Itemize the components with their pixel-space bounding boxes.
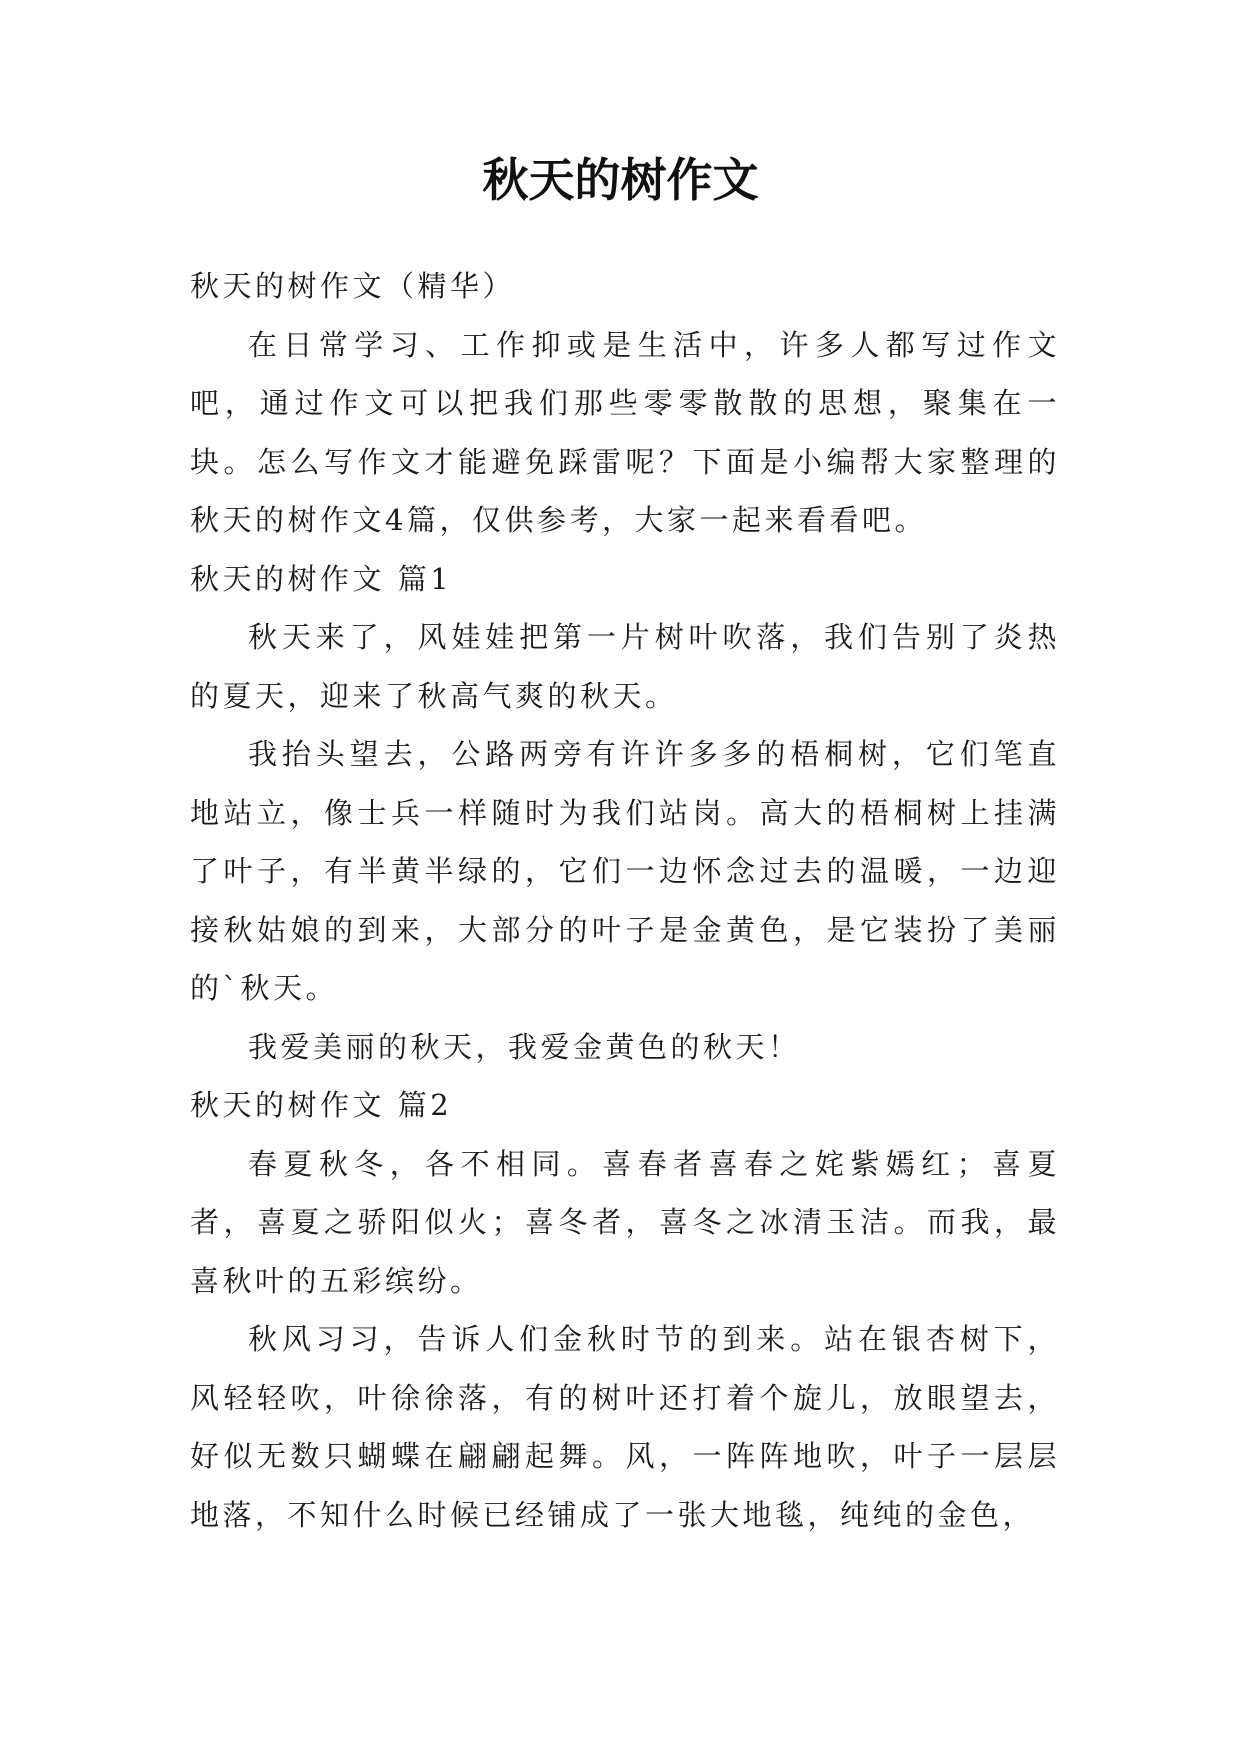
section-2-paragraph-2: 秋风习习，告诉人们金秋时节的到来。站在银杏树下，风轻轻吹，叶徐徐落，有的树叶还打着个旋儿，放眼望去，好似无数只蝴蝶在翩翩起舞。风，一阵阵地吹，叶子一层层地落，不知什么时候已经铺成了一张大地毯，纯纯的金色， xyxy=(190,1322,1060,1532)
section-1-paragraph-1: 秋天来了，风娃娃把第一片树叶吹落，我们告别了炎热的夏天，迎来了秋高气爽的秋天。 xyxy=(190,620,1060,713)
document-title: 秋天的树作文 xyxy=(482,153,759,207)
intro-paragraph: 在日常学习、工作抑或是生活中，许多人都写过作文吧，通过作文可以把我们那些零零散散的思想，聚集在一块。怎么写作文才能避免踩雷呢？下面是小编帮大家整理的秋天的树作文4篇，仅供参考，大家一起来看看吧。 xyxy=(190,327,1060,537)
section-heading-1: 秋天的树作文 篇1 xyxy=(190,561,453,596)
document-body xyxy=(190,257,1060,1544)
section-heading-2: 秋天的树作文 篇2 xyxy=(190,1088,453,1122)
document-subtitle: 秋天的树作文（精华） xyxy=(190,269,516,303)
section-1-paragraph-2: 我抬头望去，公路两旁有许许多多的梧桐树，它们笔直地站立，像士兵一样随时为我们站岗。高大的梧桐树上挂满了叶子，有半黄半绿的，它们一边怀念过去的温暖，一边迎接秋姑娘的到来，大部分的叶子是金黄色，是它装扮了美丽的`秋天。 xyxy=(190,737,1060,1005)
section-2-paragraph-1: 春夏秋冬，各不相同。喜春者喜春之姹紫嫣红；喜夏者，喜夏之骄阳似火；喜冬者，喜冬之冰清玉洁。而我，最喜秋叶的五彩缤纷。 xyxy=(190,1146,1060,1298)
section-1-paragraph-3: 我爱美丽的秋天，我爱金黄色的秋天！ xyxy=(248,1029,801,1064)
